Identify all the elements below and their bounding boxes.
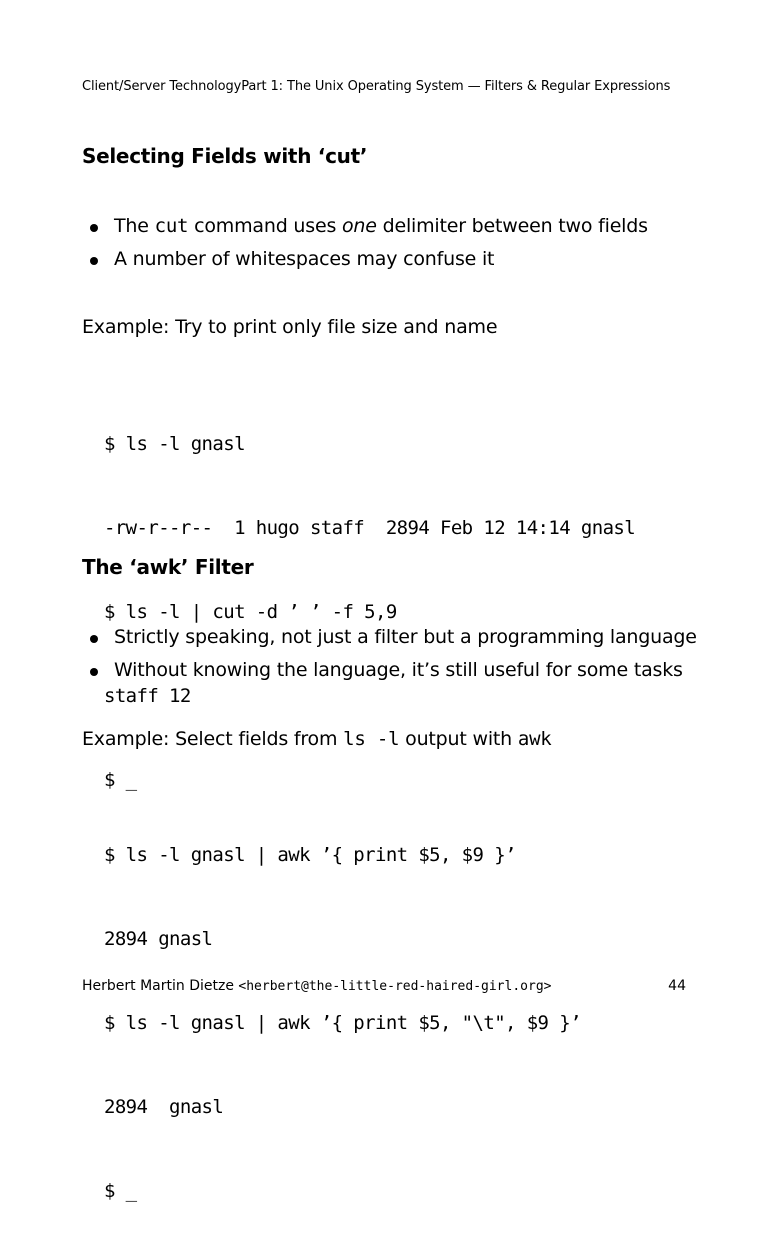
cut-code-block bbox=[104, 374, 635, 822]
list-item: Strictly speaking, not just a filter but a programming language bbox=[88, 621, 697, 654]
awk-bullet-list bbox=[88, 621, 697, 687]
cut-bullet-list bbox=[88, 210, 648, 276]
footer-author bbox=[82, 978, 551, 994]
code-line: 2894 gnasl bbox=[104, 928, 213, 950]
code-line: $ ls -l gnasl | awk ’{ print $5, $9 }’ bbox=[104, 844, 516, 866]
awk-code-block bbox=[104, 785, 581, 1233]
list-item bbox=[88, 210, 648, 243]
code-line: staff 12 bbox=[104, 685, 191, 707]
code-line: -rw-r--r-- 1 hugo staff 2894 Feb 12 14:14 gnasl bbox=[104, 517, 636, 539]
inline-code: awk bbox=[517, 728, 552, 750]
list-item: A number of whitespaces may confuse it bbox=[88, 243, 648, 276]
cut-example-caption: Example: Try to print only file size and name bbox=[82, 316, 498, 338]
code-line: $ _ bbox=[104, 769, 137, 791]
code-line: $ _ bbox=[104, 1180, 137, 1202]
section-title-awk: The ‘awk’ Filter bbox=[82, 555, 254, 579]
section-title-cut: Selecting Fields with ‘cut’ bbox=[82, 144, 368, 168]
code-line: 2894 gnasl bbox=[104, 1096, 224, 1118]
bullet-text: The bbox=[114, 215, 155, 237]
emphasis: one bbox=[341, 215, 377, 237]
bullet-text: command uses bbox=[188, 215, 342, 237]
caption-text: Example: Select fields from bbox=[82, 728, 344, 750]
page-number: 44 bbox=[668, 978, 686, 994]
caption-text: output with bbox=[399, 728, 518, 750]
author-email: <herbert@the-little-red-haired-girl.org> bbox=[238, 979, 552, 994]
awk-example-caption bbox=[82, 728, 552, 750]
author-name: Herbert Martin Dietze bbox=[82, 978, 234, 994]
inline-code: ls -l bbox=[343, 728, 400, 750]
code-line: $ ls -l gnasl | awk ’{ print $5, "\t", $9 }’ bbox=[104, 1012, 581, 1034]
bullet-text: delimiter between two fields bbox=[376, 215, 648, 237]
code-line: $ ls -l | cut -d ’ ’ -f 5,9 bbox=[104, 601, 397, 623]
code-line: $ ls -l gnasl bbox=[104, 433, 245, 455]
inline-code: cut bbox=[154, 215, 189, 237]
running-header: Client/Server TechnologyPart 1: The Unix Operating System — Filters & Regular Expressions bbox=[82, 79, 671, 94]
list-item: Without knowing the language, it’s still useful for some tasks bbox=[88, 654, 697, 687]
